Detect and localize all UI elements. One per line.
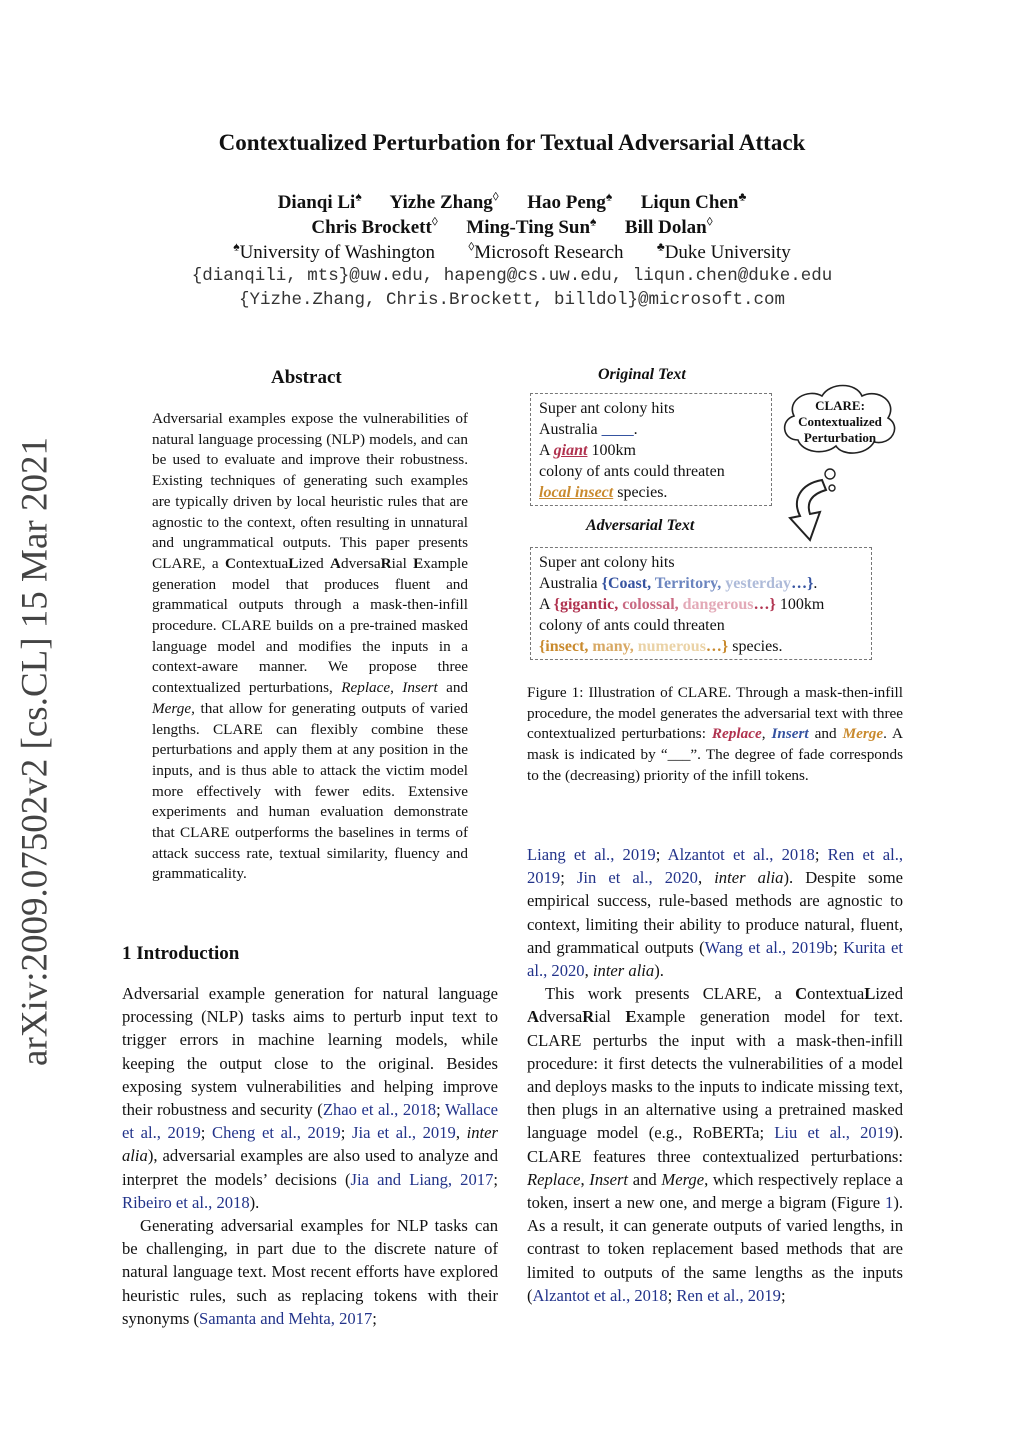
affiliation: ♣Duke University [656, 240, 791, 264]
citation-link[interactable]: Zhao et al., 2018 [322, 1100, 437, 1120]
citation-link[interactable]: Jia et al., 2019 [352, 1123, 456, 1143]
citation-link[interactable]: Wang et al., 2019b [704, 937, 834, 957]
author: Chris Brockett◊ [311, 215, 438, 239]
citation-link[interactable]: Liang et al., 2019 [527, 845, 656, 864]
citation-link[interactable]: Kurita et al., 2020 [527, 937, 903, 981]
paper-title: Contextualized Perturbation for Textual Adversarial Attack [218, 130, 806, 155]
citation-link[interactable]: Jin et al., 2020 [576, 868, 698, 888]
abstract-heading: Abstract [271, 367, 342, 388]
citation-link[interactable]: Jia and Liang, 2017 [350, 1169, 494, 1189]
paragraph: This work presents CLARE, a ContextuaLized AdversaRial Example generation model for text. CLARE perturbs the input with a mask-then-infill procedure: it first detects the vulnerabilities of a model and deploys masks to the inputs to indicate missing text, then plugs in an alternative using a pretrained masked language model (e.g., RoBERTa; Liu et al., 2019). CLARE features three contextualized perturbations: Replace, Insert and Merge, which respectively replace a token, insert a new one, and merge a bigram (Figure 1). As a result, it can generate outputs of varied lengths, in contrast to token replacement based methods that are limited to outputs of the same lengths as the inputs (Alzantot et al., 2018; Ren et al., 2019; [527, 984, 904, 1305]
author: Ming-Ting Sun♠ [466, 215, 597, 239]
author: Bill Dolan◊ [624, 215, 713, 239]
figure-1-caption: Figure 1: Illustration of CLARE. Through a mask-then-infill procedure, the model generates the adversarial text with three contextualized perturbations: Replace, Insert and Merge. A mask is indicated by “___”. The degree of fade corresponds to the (decreasing) priority of the infill tokens. [527, 684, 904, 784]
affiliations [0, 240, 1024, 264]
figure-reference-link[interactable]: 1 [885, 1193, 894, 1213]
original-text-box: Super ant colony hits Australia ____. A giant 100km colony of ants could threaten local insect species. [530, 393, 772, 506]
emails-line-2: {Yizhe.Zhang, Chris.Brockett, billdol}@microsoft.com [238, 290, 786, 310]
citation-link[interactable]: Cheng et al., 2019 [212, 1123, 341, 1143]
citation-link[interactable]: Alzantot et al., 2018 [532, 1285, 668, 1305]
section-heading-introduction: 1 Introduction [122, 943, 240, 964]
author: Dianqi Li♠ [277, 190, 362, 214]
citation-link[interactable]: Ribeiro et al., 2018 [122, 1192, 250, 1212]
citation-link[interactable]: Alzantot et al., 2018 [667, 845, 815, 864]
intro-left-column [122, 982, 498, 1330]
citation-link[interactable]: Ren et al., 2019 [676, 1285, 781, 1305]
author: Liqun Chen♣ [640, 190, 747, 214]
emails-line-1: {dianqili, mts}@uw.edu, hapeng@cs.uw.edu, liqun.chen@duke.edu [191, 266, 833, 286]
citation-link[interactable]: Ren et al., 2019 [527, 845, 903, 888]
adversarial-text-box: Super ant colony hits Australia {Coast, Territory, yesterday…}. A {gigantic, colossal, dangerous…} 100km colony of ants could threaten {insect, many, numerous…} species. [530, 547, 872, 660]
citation-link[interactable]: Liu et al., 2019 [774, 1123, 894, 1143]
abstract-body: Adversarial examples expose the vulnerabilities of natural language processing (NLP) models, and can be used to evaluate and improve their robustness. Existing techniques of generating such examples are typically driven by local heuristic rules that are agnostic to the context, often resulting in unnatural and ungrammatical outputs. This paper presents CLARE, a ContextuaLized AdversaRial Example generation model that produces fluent and grammatical outputs through a mask-then-infill procedure. CLARE builds on a pre-trained masked language model and modifies the inputs in a context-aware manner. We propose three contextualized perturbations, Replace, Insert and Merge, that allow for generating outputs of varied lengths. CLARE can flexibly combine these perturbations and apply them at any position in the inputs, and is thus able to attack the victim model more effectively with fewer edits. Extensive experiments and human evaluation demonstrate that CLARE outperforms the baselines in terms of attack success rate, textual similarity, fluency and grammaticality. [152, 410, 469, 883]
original-text-label: Original Text [598, 366, 686, 383]
citation-link[interactable]: Wallace et al., 2019 [122, 1100, 498, 1143]
authors-line-1 [0, 190, 1024, 214]
clare-cloud-label: CLARE: Contextualized Perturbation [798, 398, 882, 445]
author: Hao Peng♠ [527, 190, 613, 214]
paragraph: Liang et al., 2019; Alzantot et al., 2018; Ren et al., 2019; Jin et al., 2020, inter alia). Despite some empirical success, rule-based methods are agnostic to context, limiting their ability to produce natural, fluent, and grammatical outputs (Wang et al., 2019b; Kurita et al., 2020, inter alia). [527, 845, 903, 981]
curved-arrow-icon [770, 460, 870, 546]
affiliation: ◊Microsoft Research [468, 240, 624, 264]
affiliation: ♠University of Washington [233, 240, 436, 264]
arxiv-identifier: arXiv:2009.07502v2 [cs.CL] 15 Mar 2021 [14, 437, 56, 1066]
citation-link[interactable]: Samanta and Mehta, 2017 [198, 1308, 373, 1328]
paragraph: Generating adversarial examples for NLP tasks can be challenging, in part due to the discrete nature of natural language text. Most recent efforts have explored heuristic rules, such as replacing tokens with their synonyms (Samanta and Mehta, 2017; [122, 1216, 498, 1328]
authors-line-2 [0, 215, 1024, 239]
paragraph: Adversarial example generation for natural language processing (NLP) tasks aims to perturb input text to trigger errors in machine learning models, while keeping the output close to the original. Besides exposing system vulnerabilities and helping improve their robustness and security (Zhao et al., 2018; Wallace et al., 2019; Cheng et al., 2019; Jia et al., 2019, inter alia), adversarial examples are also used to analyze and interpret the models’ decisions (Jia and Liang, 2017; Ribeiro et al., 2018). [122, 984, 498, 1212]
author: Yizhe Zhang◊ [389, 190, 499, 214]
adversarial-text-label: Adversarial Text [586, 517, 695, 534]
intro-right-column [527, 843, 903, 1307]
